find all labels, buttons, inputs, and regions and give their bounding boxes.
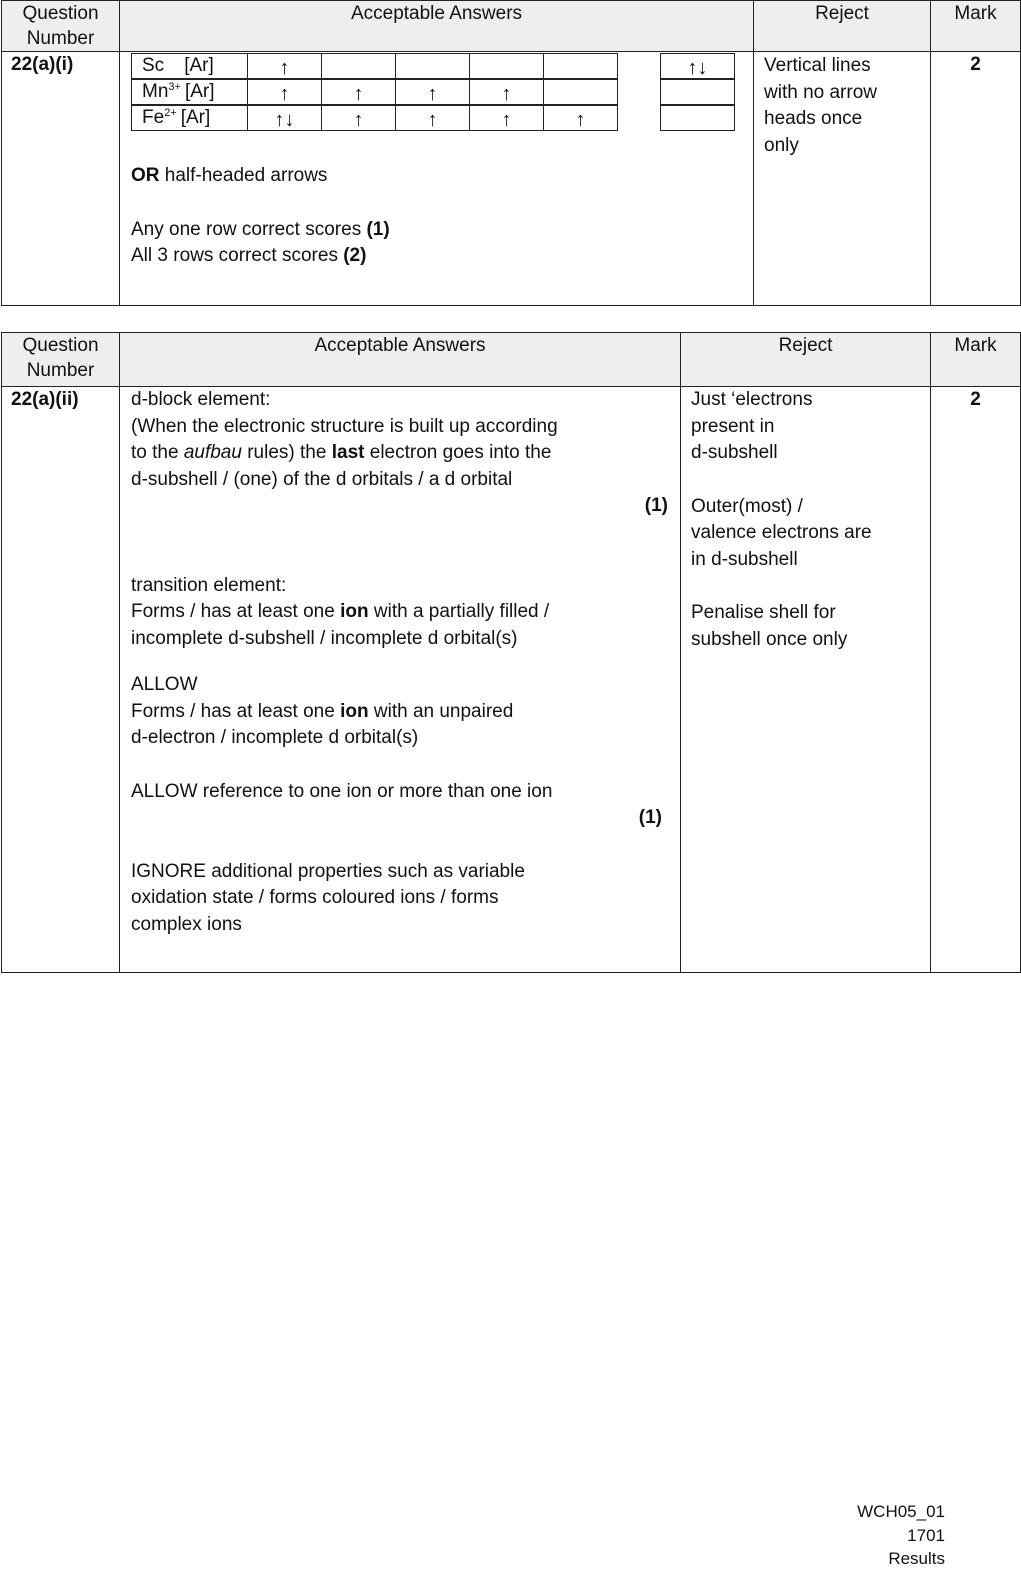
- d-orbital-box: ↑: [321, 105, 396, 131]
- header-mark: Mark: [931, 1, 1021, 52]
- mark-value: 2: [931, 387, 1021, 973]
- acceptable-answers-cell: [120, 52, 754, 306]
- d-orbital-box: ↑: [395, 79, 470, 105]
- orbital-row-label: Sc [Ar]: [131, 53, 248, 79]
- reject-cell: Just ‘electrons present in d-subshell Outer(most) / valence electrons are in d-subshell Penalise shell for subshell once only: [681, 387, 931, 973]
- d-orbital-box: [469, 53, 544, 79]
- page-footer: [857, 1500, 945, 1571]
- d-orbital-box: ↑↓: [247, 105, 322, 131]
- allow-heading: ALLOW: [131, 674, 198, 695]
- text-line: oxidation state / forms coloured ions / forms: [131, 887, 499, 908]
- d-orbital-box: [321, 53, 396, 79]
- text-line: d-subshell / (one) of the d orbitals / a d orbital: [131, 468, 513, 490]
- orbital-row-label: $Mn^{3+}$ [Ar]: [131, 79, 248, 105]
- paper-code: WCH05_01: [857, 1502, 945, 1521]
- text-line: (When the electronic structure is built up according: [131, 415, 558, 437]
- or-line: OR half-headed arrows: [131, 165, 328, 186]
- header-acceptable-answers: Acceptable Answers: [120, 1, 754, 52]
- text-line: d-electron / incomplete d orbital(s): [131, 727, 419, 748]
- session-code: 1701: [907, 1525, 945, 1545]
- d-orbital-box: ↑: [395, 105, 470, 131]
- header-reject: Reject: [754, 1, 931, 52]
- text-line: to the aufbau rules) the last electron goes into the: [131, 442, 552, 463]
- footer-label: Results: [888, 1549, 945, 1568]
- d-orbital-box: [395, 53, 470, 79]
- text-line: Forms / has at least one ion with an unpaired: [131, 700, 514, 722]
- s-orbital-box: [660, 79, 735, 105]
- orbital-row-label: $Fe^{2+}$ [Ar]: [131, 105, 248, 131]
- question-number: 22(a)(ii): [2, 387, 120, 973]
- question-number: 22(a)(i): [2, 52, 120, 306]
- header-question-number: Question Number: [2, 333, 120, 387]
- mark-value: 2: [931, 52, 1021, 306]
- text-line: ALLOW reference to one ion or more than one ion: [131, 780, 553, 802]
- s-orbital-box: [660, 105, 735, 131]
- d-orbital-box: ↑: [543, 105, 618, 131]
- text-line: incomplete d-subshell / incomplete d orbital(s): [131, 627, 518, 649]
- header-reject: Reject: [681, 333, 931, 387]
- d-orbital-box: ↑: [247, 79, 322, 105]
- header-acceptable-answers: Acceptable Answers: [120, 333, 681, 387]
- score-marker: (1): [644, 495, 668, 516]
- all-rows-line: All 3 rows correct scores (2): [131, 245, 367, 266]
- d-orbital-box: ↑: [469, 105, 544, 131]
- s-orbital-box: ↑↓: [660, 53, 735, 79]
- reject-cell: Vertical lines with no arrow heads once only: [754, 52, 931, 306]
- d-orbital-box: [543, 53, 618, 79]
- d-orbital-box: ↑: [247, 53, 322, 79]
- score-marker: (1): [638, 807, 662, 828]
- d-orbital-box: [543, 79, 618, 105]
- d-orbital-box: ↑: [469, 79, 544, 105]
- orbital-diagram: [131, 53, 741, 137]
- acceptable-answers-cell: [120, 387, 681, 973]
- text-line: complex ions: [131, 913, 242, 935]
- mark-scheme-table-1: [1, 0, 1021, 306]
- text-line: IGNORE additional properties such as variable: [131, 860, 525, 882]
- text-line: Forms / has at least one ion with a partially filled /: [131, 601, 550, 622]
- dblock-heading: d-block element:: [131, 389, 271, 410]
- transition-heading: transition element:: [131, 574, 287, 596]
- any-row-line: Any one row correct scores (1): [131, 218, 390, 240]
- header-mark: Mark: [931, 333, 1021, 387]
- d-orbital-box: ↑: [321, 79, 396, 105]
- mark-scheme-table-2: [1, 332, 1021, 973]
- header-question-number: Question Number: [2, 1, 120, 52]
